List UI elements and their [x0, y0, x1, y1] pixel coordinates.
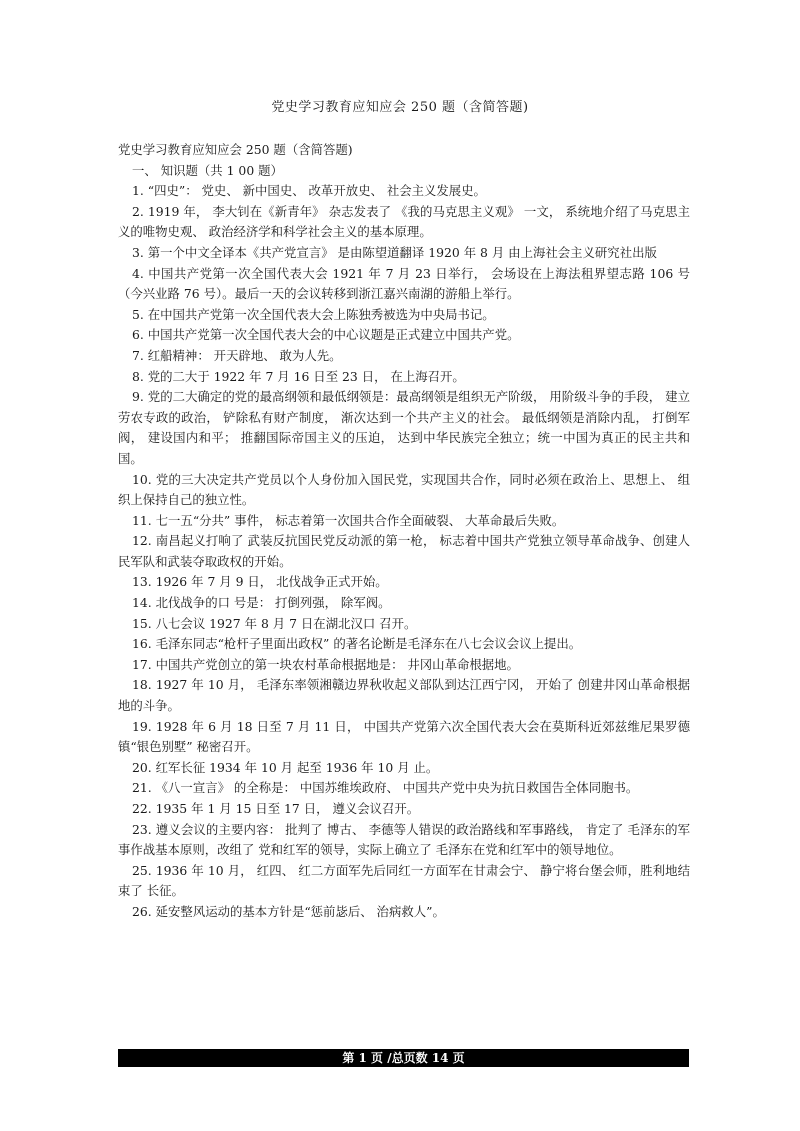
question-item: 19. 1928 年 6 月 18 日至 7 月 11 日， 中国共产党第六次全国代表大会在莫斯科近郊兹维尼果罗德镇“银色别墅” 秘密召开。 [118, 718, 690, 755]
question-item: 2. 1919 年， 李大钊在《新青年》 杂志发表了 《我的马克思主义观》 一文， 系统地介绍了马克思主义的唯物史观、 政治经济学和科学社会主义的基本原理。 [118, 203, 690, 240]
section-heading: 一、 知识题（共 1 00 题） [132, 162, 283, 178]
question-item: 9. 党的二大确定的党的最高纲领和最低纲领是：最高纲领是组织无产阶级， 用阶级斗争的手段， 建立劳农专政的政治， 铲除私有财产制度， 渐次达到一个共产主义的社会。 最低纲领是消除内乱， 打倒军阀， 建设国内和平； 推翻国际帝国主义的压迫， 达到中华民族完全独立；统一中国为真正的民主共和国。 [118, 389, 690, 466]
question-item: 16. 毛泽东同志“枪杆子里面出政权” 的著名论断是毛泽东在八七会议会议上提出。 [132, 636, 582, 652]
question-item: 25. 1936 年 10 月， 红四、 红二方面军先后同红一方面军在甘肃会宁、 静宁将台堡会师，胜利地结束了 长征。 [118, 862, 690, 899]
question-item: 26. 延安整风运动的基本方针是“惩前毖后、 治病救人”。 [132, 903, 445, 919]
question-item: 7. 红船精神： 开天辟地、 敢为人先。 [132, 347, 342, 363]
question-item: 23. 遵义会议的主要内容： 批判了 博古、 李德等人错误的政治路线和军事路线， 肯定了 毛泽东的军事作战基本原则，改组了 党和红军的领导，实际上确立了 毛泽东在党和红军中的领导地位。 [118, 821, 690, 858]
question-item: 17. 中国共产党创立的第一块农村革命根据地是： 井冈山革命根据地。 [132, 656, 519, 672]
document-subtitle: 党史学习教育应知应会 250 题（含简答题) [118, 142, 353, 157]
question-item: 5. 在中国共产党第一次全国代表大会上陈独秀被选为中央局书记。 [132, 306, 495, 322]
page-title: 党史学习教育应知应会 250 题（含简答题) [271, 100, 529, 115]
question-item: 22. 1935 年 1 月 15 日至 17 日， 遵义会议召开。 [132, 801, 420, 816]
question-item: 14. 北伐战争的口 号是： 打倒列强， 除军阀。 [132, 595, 391, 611]
question-item: 4. 中国共产党第一次全国代表大会 1921 年 7 月 23 日举行， 会场设在上海法租界望志路 106 号（今兴业路 76 号）。最后一天的会议转移到浙江嘉兴南湖的游船上举行。 [118, 265, 690, 302]
question-item: 15. 八七会议 1927 年 8 月 7 日在湖北汉口 召开。 [132, 615, 417, 631]
question-item: 8. 党的二大于 1922 年 7 月 16 日至 23 日， 在上海召开。 [132, 368, 465, 384]
question-item: 20. 红军长征 1934 年 10 月 起至 1936 年 10 月 止。 [132, 759, 439, 775]
question-item: 18. 1927 年 10 月， 毛泽东率领湘赣边界秋收起义部队到达江西宁冈， 开始了 创建井冈山革命根据地的斗争。 [118, 677, 690, 714]
question-item: 12. 南昌起义打响了 武装反抗国民党反动派的第一枪， 标志着中国共产党独立领导革命战争、创建人民军队和武装夺取政权的开始。 [118, 533, 690, 569]
page-footer: 第 1 页 /总页数 14 页 [118, 1049, 689, 1067]
question-item: 1. “四史”： 党史、 新中国史、 改革开放史、 社会主义发展史。 [132, 183, 486, 199]
question-item: 11. 七一五“分共” 事件， 标志着第一次国共合作全面破裂、 大革命最后失败。 [132, 512, 565, 528]
document-body [118, 140, 690, 923]
question-item: 10. 党的三大决定共产党员以个人身份加入国民党，实现国共合作，同时必须在政治上、思想上、 组织上保持自己的独立性。 [118, 471, 690, 508]
question-item: 3. 第一个中文全译本《共产党宣言》 是由陈望道翻译 1920 年 8 月 由上海社会主义研究社出版 [132, 244, 657, 260]
question-item: 13. 1926 年 7 月 9 日， 北伐战争正式开始。 [132, 574, 388, 590]
question-item: 6. 中国共产党第一次全国代表大会的中心议题是正式建立中国共产党。 [132, 327, 520, 343]
question-item: 21. 《八一宣言》 的全称是： 中国苏维埃政府、 中国共产党中央为抗日救国告全体同胞书。 [132, 780, 639, 796]
